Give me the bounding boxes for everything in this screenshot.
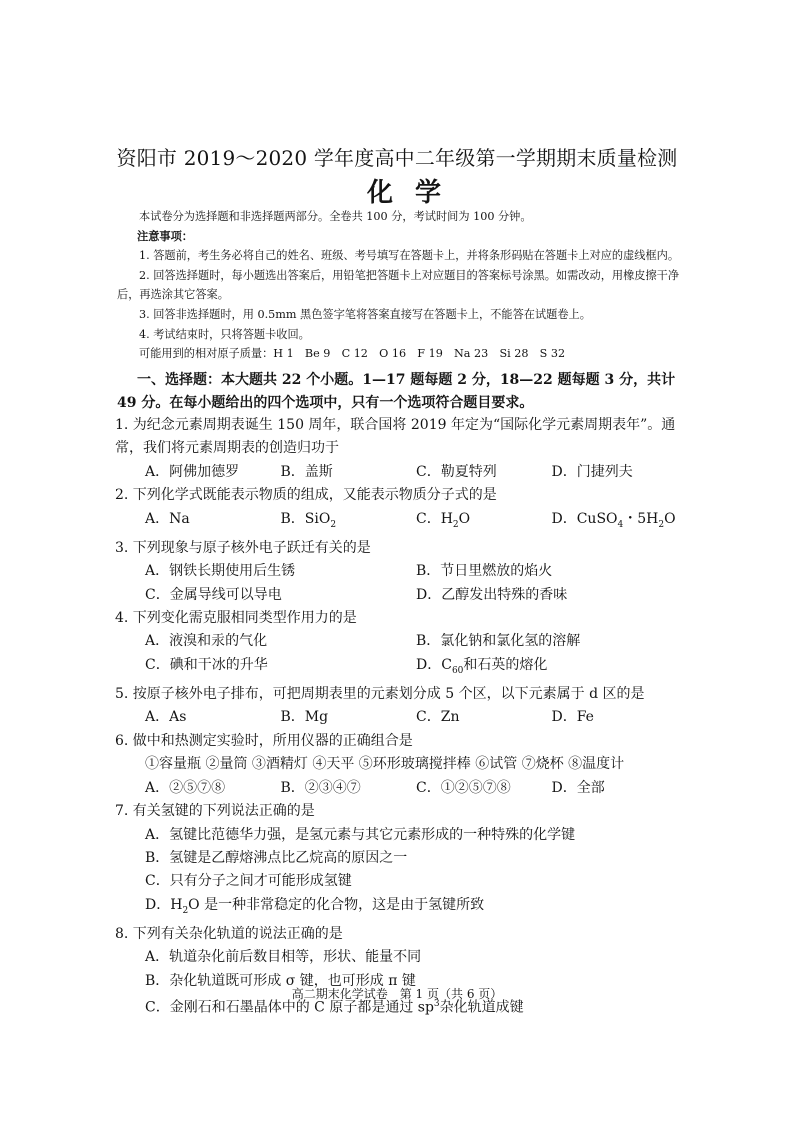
q3-stem: 3. 下列现象与原子核外电子跃迁有关的是 — [115, 539, 371, 556]
notes-heading: 注意事项： — [137, 228, 193, 243]
q7-option-b: B．氢键是乙醇熔沸点比乙烷高的原因之一 — [145, 849, 408, 866]
q3-options-ab — [115, 560, 687, 583]
section-1-heading: 一、选择题：本大题共 22 个小题。1—17 题每题 2 分，18—22 题每题 3 分，共计 49 分。在每小题给出的四个选项中，只有一个选项符合题目要求。 — [117, 372, 676, 411]
q4-options-cd — [115, 654, 687, 683]
q2-c-sub: 2 — [452, 519, 459, 530]
q6-stem: 6. 做中和热测定实验时，所用仪器的正确组合是 — [115, 732, 413, 749]
q8-c-sup: 3 — [433, 999, 440, 1010]
q4-option-b: B．氯化钠和氯化氢的溶解 — [416, 633, 581, 650]
q3-option-d: D．乙醇发出特殊的香味 — [416, 586, 568, 603]
q1-option-b: B．盖斯 — [280, 463, 333, 480]
q2-b-sub: 2 — [330, 519, 337, 530]
q4-d-text: D．C — [416, 656, 452, 673]
q5-option-d: D．Fe — [551, 709, 594, 726]
q7-d-post: O 是一种非常稳定的化合物，这是由于氢键所致 — [188, 896, 485, 913]
page-footer: 高二期末化学试卷 第 1 页（共 6 页） — [291, 987, 503, 1001]
q8-option-a: A．轨道杂化前后数目相等，形状、能量不同 — [145, 949, 422, 966]
q2-c-text: C．H — [416, 510, 453, 527]
q7-option-a: A．氢键比范德华力强，是氢元素与其它元素形成的一种特殊的化学键 — [145, 826, 576, 843]
q5-option-c: C．Zn — [416, 709, 460, 726]
q3-options-cd — [115, 584, 687, 607]
q2-options — [115, 508, 687, 537]
note-4: 4. 考试结束时，只将答题卡收回。 — [139, 327, 310, 341]
q7-stem: 7. 有关氢键的下列说法正确的是 — [115, 803, 315, 820]
note-1: 1. 答题前，考生务必将自己的姓名、班级、考号填写在答题卡上，并将条形码贴在答题卡上对应的虚线框内。 — [139, 249, 680, 263]
q8-stem: 8. 下列有关杂化轨道的说法正确的是 — [115, 925, 343, 942]
note-2: 2. 回答选择题时，每小题选出答案后，用铅笔把答题卡上对应题目的答案标号涂黑。如需改动，用橡皮擦干净后，再选涂其它答案。 — [117, 268, 680, 302]
q3-option-c: C．金属导线可以导电 — [145, 586, 282, 603]
q2-option-a: A．Na — [145, 510, 190, 527]
questions — [115, 414, 687, 1020]
q8-option-b: B．杂化轨道既可形成 σ 键，也可形成 π 键 — [145, 972, 416, 989]
q6-items: ①容量瓶 ②量筒 ③酒精灯 ④天平 ⑤环形玻璃搅拌棒 ⑥试管 ⑦烧杯 ⑧温度计 — [145, 756, 625, 773]
q4-options-ab — [115, 630, 687, 653]
q7-option-d — [115, 894, 687, 923]
q3-option-a: A．钢铁长期使用后生锈 — [145, 563, 296, 580]
q2-c-post: O — [458, 510, 471, 527]
q2-d-text: D．CuSO — [551, 510, 618, 527]
q2-d-sub2: 2 — [658, 519, 665, 530]
q4-option-a: A．液溴和汞的气化 — [145, 633, 268, 650]
q7-d-text: D．H — [145, 896, 183, 913]
q6-option-d: D．全部 — [551, 779, 605, 796]
q6-options — [115, 777, 687, 800]
q2-stem: 2. 下列化学式既能表示物质的组成，又能表示物质分子式的是 — [115, 487, 497, 504]
q5-options — [115, 706, 687, 729]
q6-option-a: A．②⑤⑦⑧ — [145, 779, 226, 796]
subject-title: 化学 — [366, 178, 463, 208]
q8-c-text: C．金刚石和石墨晶体中的 C 原子都是通过 sp — [145, 999, 434, 1016]
q2-option-b — [281, 508, 417, 537]
q4-option-d — [416, 654, 687, 683]
q2-option-d — [552, 508, 688, 537]
q7-d-sub: 2 — [182, 905, 189, 916]
exam-title: 资阳市 2019～2020 学年度高中二年级第一学期期末质量检测 — [116, 146, 678, 170]
q4-d-sub: 60 — [451, 665, 464, 676]
q5-option-b: B．Mg — [280, 709, 329, 726]
q6-option-b: B．②③④⑦ — [280, 779, 361, 796]
atomic-masses: 可能用到的相对原子质量：H 1 Be 9 C 12 O 16 F 19 Na 23 Si 28 S 32 — [139, 347, 566, 361]
q1-stem: 1. 为纪念元素周期表诞生 150 周年，联合国将 2019 年定为“国际化学元素周期表年”。通常，我们将元素周期表的创造归功于 — [115, 417, 676, 457]
q1-option-d: D．门捷列夫 — [551, 463, 633, 480]
q1-options — [115, 461, 687, 484]
q8-c-post: 杂化轨道成键 — [439, 999, 524, 1016]
q2-d-mid: ・5H — [623, 510, 659, 527]
q4-d-post: 和石英的熔化 — [463, 656, 548, 673]
q2-b-text: B．SiO — [280, 510, 331, 527]
q1-option-c: C．勒夏特列 — [416, 463, 497, 480]
q6-option-c: C．①②⑤⑦⑧ — [416, 779, 511, 796]
q5-option-a: A．As — [145, 709, 187, 726]
q7-option-c: C．只有分子之间才可能形成氢键 — [145, 873, 352, 890]
q5-stem: 5. 按原子核外电子排布，可把周期表里的元素划分成 5 个区，以下元素属于 d 区的是 — [115, 686, 645, 703]
q3-option-b: B．节日里燃放的焰火 — [416, 563, 553, 580]
q2-option-c — [416, 508, 552, 537]
q1-option-a: A．阿佛加德罗 — [145, 463, 240, 480]
q2-d-sub: 4 — [617, 519, 624, 530]
q4-option-c: C．碘和干冰的升华 — [145, 656, 268, 673]
q2-d-post: O — [664, 510, 676, 527]
note-3: 3. 回答非选择题时，用 0.5mm 黑色签字笔将答案直接写在答题卡上，不能答在试题卷上。 — [139, 307, 591, 321]
q4-stem: 4. 下列变化需克服相同类型作用力的是 — [115, 610, 357, 627]
instructions — [117, 207, 687, 364]
intro-text: 本试卷分为选择题和非选择题两部分。全卷共 100 分，考试时间为 100 分钟。 — [139, 210, 532, 223]
